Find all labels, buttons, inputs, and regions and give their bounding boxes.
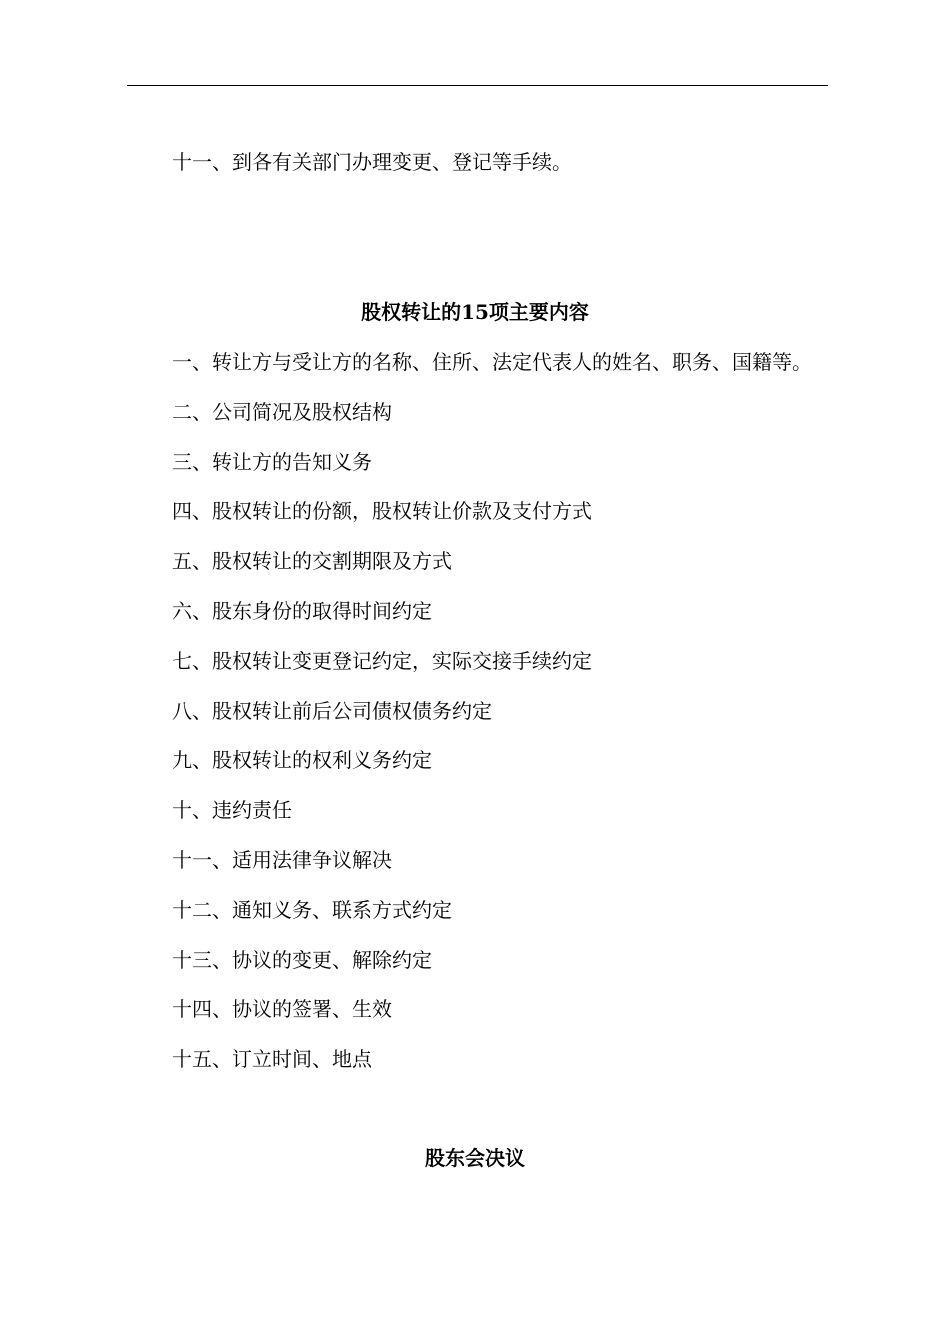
list-item: 十四、协议的签署、生效 (172, 997, 392, 1022)
list-item: 四、股权转让的份额，股权转让价款及支付方式 (172, 499, 592, 524)
intro-line: 十一、到各有关部门办理变更、登记等手续。 (172, 150, 572, 174)
list-item: 十一、适用法律争议解决 (172, 847, 392, 872)
list-item: 六、股东身份的取得时间约定 (172, 598, 432, 623)
list-item: 二、公司简况及股权结构 (172, 399, 392, 424)
section-title: 股权转让的15项主要内容 (361, 300, 589, 324)
list-item: 一、转让方与受让方的名称、住所、法定代表人的姓名、职务、国籍等。 (172, 350, 812, 374)
list-item: 五、股权转让的交割期限及方式 (172, 549, 452, 574)
header-rule (127, 85, 828, 86)
list-item: 九、股权转让的权利义务约定 (172, 748, 432, 773)
list-item: 三、转让方的告知义务 (172, 449, 372, 474)
list-item: 七、股权转让变更登记约定，实际交接手续约定 (172, 648, 592, 673)
list-item: 十五、订立时间、地点 (172, 1047, 372, 1072)
list-item: 十二、通知义务、联系方式约定 (172, 897, 452, 922)
next-section-title: 股东会决议 (425, 1146, 525, 1170)
list-item: 十、违约责任 (172, 798, 292, 823)
list-item: 十三、协议的变更、解除约定 (172, 947, 432, 972)
content-list (0, 350, 812, 1097)
list-item: 八、股权转让前后公司债权债务约定 (172, 698, 492, 723)
